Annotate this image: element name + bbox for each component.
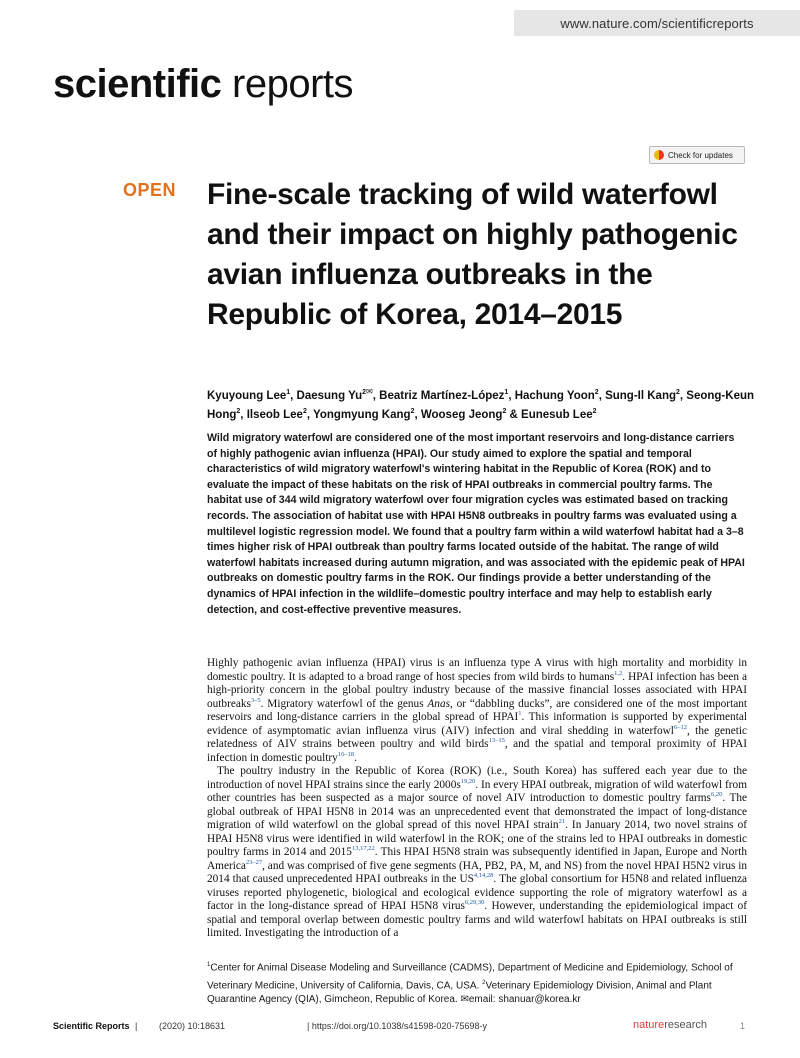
author-affiliation-marker: 1 bbox=[286, 389, 291, 396]
reference-citation[interactable]: 6–12 bbox=[673, 723, 687, 731]
page-number: 1 bbox=[740, 1021, 746, 1031]
publisher-logo-part-2: research bbox=[664, 1019, 707, 1031]
article-body bbox=[207, 657, 747, 941]
author-name: Beatriz Martínez-López bbox=[379, 389, 505, 402]
check-for-updates-button[interactable] bbox=[649, 146, 745, 164]
author-affiliation-marker: 2 bbox=[236, 407, 241, 415]
journal-url-bar[interactable] bbox=[514, 10, 800, 36]
body-paragraph-1: Highly pathogenic avian influenza (HPAI) virus is an influenza type A virus with high mortality and morbidity in domestic poultry. It is adapted to a broad range of host species from wild birds to humans$^{1,2}$. HPAI infection has been a high-priority concern in the global poultry industry because of the massive financial losses associated with HPAI outbreaks$^{3-5}$. Migratory waterfowl of the genus Anas, or “dabbling ducks”, are considered one of the most important reservoirs and long-distance carriers in the global spread of HPAI$^1$. This information is supported by experimental evidence of asymptomatic avian influenza virus (AIV) infection and viral shedding in waterfowl$^{6-12}$, the genetic relatedness of AIV strains between poultry and wild birds$^{13-15}$, and the spatial and temporal proximity of HPAI infection in domestic poultry$^{16-18}$. bbox=[207, 657, 748, 764]
reference-citation[interactable]: 19,20 bbox=[460, 777, 476, 785]
reference-citation[interactable]: 13–15 bbox=[488, 737, 505, 745]
publisher-logo-part-1: nature bbox=[633, 1019, 665, 1031]
author-name: Hachung Yoon bbox=[514, 389, 595, 402]
author-name: Kyuyoung Lee bbox=[207, 389, 287, 402]
affiliation-marker[interactable]: 1 bbox=[207, 962, 211, 968]
author-affiliation-marker: 2 bbox=[592, 407, 597, 415]
italic-term: Anas bbox=[427, 697, 451, 710]
email-icon[interactable]: ✉ bbox=[366, 387, 373, 396]
reference-citation[interactable]: 21 bbox=[558, 818, 566, 826]
reference-citation[interactable]: 23–27 bbox=[245, 858, 263, 866]
affiliations: $^1$Center for Animal Disease Modeling and Surveillance (CADMS), Department of Medicine and Epidemiology, School of Veterinary Medicine, University of California, Davis, CA, USA. $^2$Veterinary Epidemiology Division, Animal and Plant Quarantine Agency (QIA), Gimcheon, Republic of Korea. ✉email: shanuar@korea.kr bbox=[207, 962, 733, 1006]
author-name: Seong-Keun Hong bbox=[207, 389, 755, 421]
author-name: Daesung Yu bbox=[296, 389, 363, 402]
affiliation-marker[interactable]: 2 bbox=[482, 979, 486, 986]
reference-citation[interactable]: 16–18 bbox=[337, 750, 355, 758]
journal-name-bold: scientific bbox=[53, 62, 222, 106]
publisher-logo bbox=[633, 1019, 707, 1031]
reference-citation[interactable]: 13,17,22 bbox=[351, 845, 375, 853]
reference-citation[interactable]: 6,29,30 bbox=[464, 899, 485, 907]
body-paragraph-2: The poultry industry in the Republic of Korea (ROK) (i.e., South Korea) has suffered each year due to the introduction of novel HPAI strains since the early $2000s^{19,20}$. In every HPAI outbreak, migration of wild waterfowl from other countries has been suspected as a major source of novel AIV introduction to domestic poultry farms$^{6,20}$. The global outbreak of HPAI H5N8 in 2014 was an unprecedented event that demonstrated the impact of long-distance migration of wild waterfowl on the global spread of this novel HPAI strain$^{21}$. In January 2014, two novel strains of HPAI H5N8 virus were identified in wild waterfowl in the ROK; one of the strains led to HPAI outbreaks in domestic poultry farms in 2014 and 2015$^{13,17,22}$. This HPAI H5N8 strain was subsequently identified in Japan, Europe and North America$^{23-27}$, and was comprised of five gene segments (HA, PB2, PA, M, and NS) from the novel HPAI H5N2 virus in 2014 that caused unprecedented HPAI outbreaks in the US$^{4,14,28}$. The global consortium for H5N8 and related influenza viruses reported phylogenetic, biological and ecological evidence supporting the role of migratory waterfowl as a factor in the long-distance spread of HPAI H5N8 virus$^{6,29,30}$. However, understanding the epidemiological impact of spatial and temporal overlap between domestic poultry farms and wild waterfowl habitats on HPAI outbreaks is still limited. Investigating the introduction of a bbox=[207, 765, 748, 939]
article-title: Fine-scale tracking of wild waterfowl and their impact on highly pathogenic avian influenza outbreaks in the Republic of Korea, 2014–2015 bbox=[207, 178, 738, 331]
author-name: Yongmyung Kang bbox=[313, 408, 411, 421]
footer-citation: (2020) 10:18631 bbox=[159, 1021, 226, 1031]
crossmark-icon bbox=[654, 150, 664, 160]
check-for-updates-label: Check for updates bbox=[668, 150, 733, 160]
open-access-label: OPEN bbox=[123, 180, 177, 200]
author-name: Eunesub Lee bbox=[521, 408, 593, 421]
author-affiliation-marker: 1 bbox=[504, 389, 509, 396]
author-affiliation-marker: 2 bbox=[410, 407, 415, 415]
footer-separator: | bbox=[135, 1021, 138, 1031]
author-affiliation-marker: 2 bbox=[594, 389, 599, 396]
author-name: Ilseob Lee bbox=[246, 408, 303, 421]
footer-doi-link[interactable]: | https://doi.org/10.1038/s41598-020-75698-y bbox=[307, 1021, 487, 1031]
footer-journal: Scientific Reports bbox=[53, 1021, 130, 1031]
author-name: Sung-Il Kang bbox=[605, 389, 676, 402]
journal-masthead bbox=[53, 64, 353, 104]
journal-name-regular: reports bbox=[221, 62, 354, 106]
author-list: Kyuyoung Lee$^1$, Daesung $Yu^{2✉}$, Beatriz Martínez-López$^1$, Hachung Yoon$^2$, Sung-Il Kang$^2$, Seong-Keun Hong$^2$, Ilseob Lee$^2$, Yongmyung Kang$^2$, Wooseg Jeong$^2$ & Eunesub Lee$^2$ bbox=[207, 387, 755, 421]
reference-citation[interactable]: 4,14,28 bbox=[473, 872, 494, 880]
email-icon: ✉ bbox=[460, 994, 469, 1006]
reference-citation[interactable]: 6,20 bbox=[710, 791, 723, 799]
reference-citation[interactable]: 1,2 bbox=[614, 669, 623, 677]
author-affiliation-marker: 2 bbox=[362, 389, 367, 396]
reference-citation[interactable]: 3–5 bbox=[250, 696, 261, 704]
author-affiliation-marker: 2 bbox=[502, 407, 507, 415]
page-footer bbox=[53, 1021, 753, 1037]
author-affiliation-marker: 2 bbox=[302, 407, 307, 415]
journal-url[interactable]: www.nature.com/scientificreports bbox=[560, 15, 754, 31]
reference-citation[interactable]: 1 bbox=[518, 710, 522, 718]
abstract: Wild migratory waterfowl are considered one of the most important reservoirs and long-distance carriers of highly pathogenic avian influenza (HPAI). Our study aimed to explore the spatial and temporal characteristics of wild migratory waterfowl's wintering habitat in the Republic of Korea (ROK) and to evaluate the impact of these habitats on the risk of HPAI outbreaks in commercial poultry farms. The habitat use of 344 wild migratory waterfowl over four migration cycles was estimated based on tracking records. The association of habitat use with HPAI H5N8 outbreaks in poultry farms was evaluated using a multilevel logistic regression model. We found that a poultry farm within a wild waterfowl habitat had a 3–8 times higher risk of HPAI outbreak than poultry farms located outside of the habitat. The range of wild waterfowl habitats increased during autumn migration, and was associated with the epidemic peak of HPAI outbreaks on domestic poultry farms in the ROK. Our findings provide a better understanding of the dynamics of HPAI infection in the wildlife–domestic poultry interface and may help to establish early detection, and cost-effective preventive measures. bbox=[207, 432, 745, 616]
author-affiliation-marker: 2 bbox=[676, 389, 680, 396]
author-name: Wooseg Jeong bbox=[420, 408, 503, 421]
